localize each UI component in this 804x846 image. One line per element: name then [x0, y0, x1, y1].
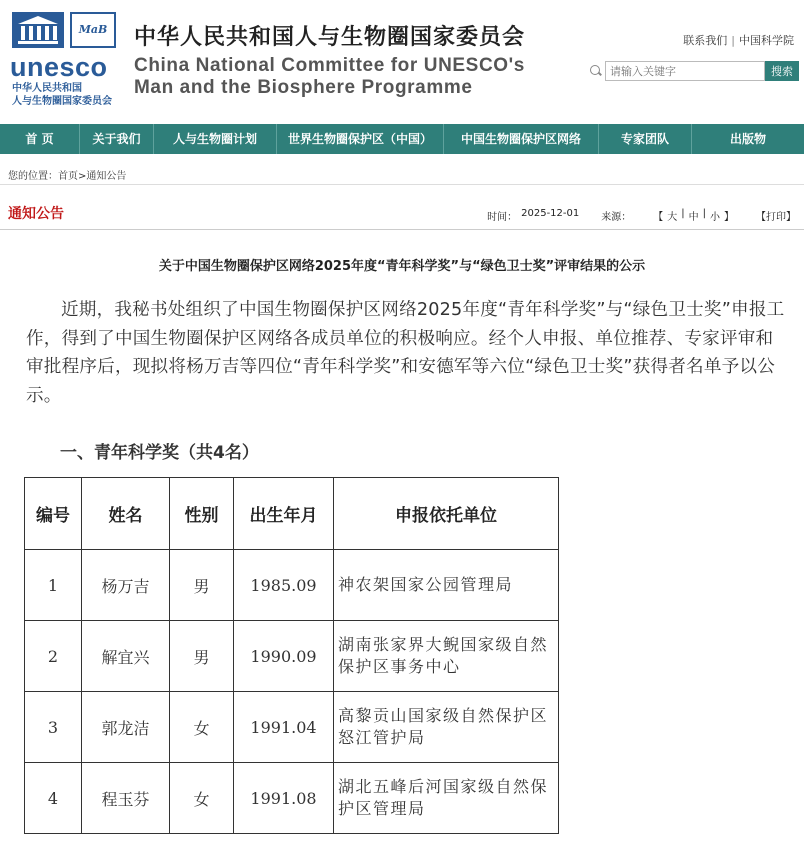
col-header-name: 姓名 — [82, 478, 170, 550]
top-links: 联系我们 | 中国科学院 — [683, 34, 794, 47]
cas-link[interactable]: 中国科学院 — [739, 34, 794, 47]
breadcrumb-current[interactable]: 通知公告 — [86, 171, 127, 182]
cell-no: 3 — [25, 692, 82, 763]
unesco-logo[interactable] — [12, 12, 116, 50]
nav-world-biosphere-reserves[interactable]: 世界生物圈保护区（中国） — [277, 124, 444, 154]
site-header — [0, 0, 804, 124]
brand-subtitle: 中华人民共和国 人与生物圈国家委员会 — [12, 83, 112, 107]
print-button[interactable]: 【打印】 — [756, 212, 796, 223]
publish-date: 2025-12-01 — [521, 208, 580, 219]
site-title-en: China National Committee for UNESCO's Man and the Biosphere Programme — [134, 55, 525, 98]
divider — [0, 229, 804, 230]
nav-about[interactable]: 关于我们 — [80, 124, 154, 154]
cell-gender: 女 — [170, 763, 234, 834]
nav-mab-programme[interactable]: 人与生物圈计划 — [154, 124, 277, 154]
cell-birth: 1985.09 — [234, 550, 334, 621]
unesco-wordmark: unesco — [10, 52, 108, 82]
search-button[interactable]: 搜索 — [765, 61, 799, 81]
article-meta: 时间： 2025-12-01 来源： 【 大 | 中 | 小 】 【打印】 — [487, 208, 796, 223]
article-paragraph: 近期，我秘书处组织了中国生物圈保护区网络2025年度“青年科学奖”与“绿色卫士奖”申报工作，得到了中国生物圈保护区网络各成员单位的积极响应。经个人申报、单位推荐、专家评审和审批程序后，现拟将杨万吉等四位“青年科学奖”和安德军等六位“绿色卫士奖”获得者名单予以公示。 — [26, 300, 785, 406]
font-size-large[interactable]: 大 — [667, 212, 678, 223]
cell-no: 4 — [25, 763, 82, 834]
nav-china-biosphere-network[interactable]: 中国生物圈保护区网络 — [444, 124, 599, 154]
nav-expert-team[interactable]: 专家团队 — [599, 124, 692, 154]
search-input[interactable] — [605, 61, 765, 81]
cell-unit: 高黎贡山国家级自然保护区怒江管护局 — [334, 692, 559, 763]
cell-no: 1 — [25, 550, 82, 621]
cell-no: 2 — [25, 621, 82, 692]
col-header-no: 编号 — [25, 478, 82, 550]
section-title: 通知公告 — [8, 206, 64, 222]
mab-logo: MaB — [70, 12, 116, 48]
cell-name: 解宜兴 — [82, 621, 170, 692]
cell-gender: 男 — [170, 621, 234, 692]
site-title-cn: 中华人民共和国人与生物圈国家委员会 — [134, 25, 526, 50]
nav-publications[interactable]: 出版物 — [729, 132, 766, 146]
col-header-gender: 性别 — [170, 478, 234, 550]
article-title: 关于中国生物圈保护区网络2025年度“青年科学奖”与“绿色卫士奖”评审结果的公示 — [158, 259, 646, 274]
cell-birth: 1991.08 — [234, 763, 334, 834]
font-size-small[interactable]: 小 — [710, 212, 720, 223]
cell-unit: 湖南张家界大鲵国家级自然保护区事务中心 — [334, 621, 559, 692]
main-nav — [0, 124, 804, 154]
table-row — [25, 763, 559, 834]
cell-gender: 女 — [170, 692, 234, 763]
cell-unit: 湖北五峰后河国家级自然保护区管理局 — [334, 763, 559, 834]
table-row — [25, 692, 559, 763]
table-header-row — [25, 478, 559, 550]
col-header-birth: 出生年月 — [234, 478, 334, 550]
contact-us-link[interactable]: 联系我们 — [683, 34, 728, 47]
cell-birth: 1990.09 — [234, 621, 334, 692]
cell-name: 郭龙洁 — [82, 692, 170, 763]
section-heading: 一、青年科学奖（共4名） — [60, 443, 259, 463]
cell-gender: 男 — [170, 550, 234, 621]
table-row — [25, 550, 559, 621]
breadcrumb-home[interactable]: 首页 — [58, 171, 78, 182]
col-header-unit: 申报依托单位 — [334, 478, 559, 550]
divider — [0, 184, 804, 185]
cell-birth: 1991.04 — [234, 692, 334, 763]
cell-name: 杨万吉 — [82, 550, 170, 621]
nav-home[interactable]: 首 页 — [0, 124, 80, 154]
search-icon — [590, 65, 600, 75]
breadcrumb: 您的位置：首页>通知公告 — [8, 171, 127, 182]
cell-name: 程玉芬 — [82, 763, 170, 834]
winners-table — [24, 477, 559, 834]
unesco-temple-icon — [12, 12, 64, 48]
table-row — [25, 621, 559, 692]
font-size-medium[interactable]: 中 — [688, 212, 699, 223]
cell-unit: 神农架国家公园管理局 — [334, 550, 559, 621]
